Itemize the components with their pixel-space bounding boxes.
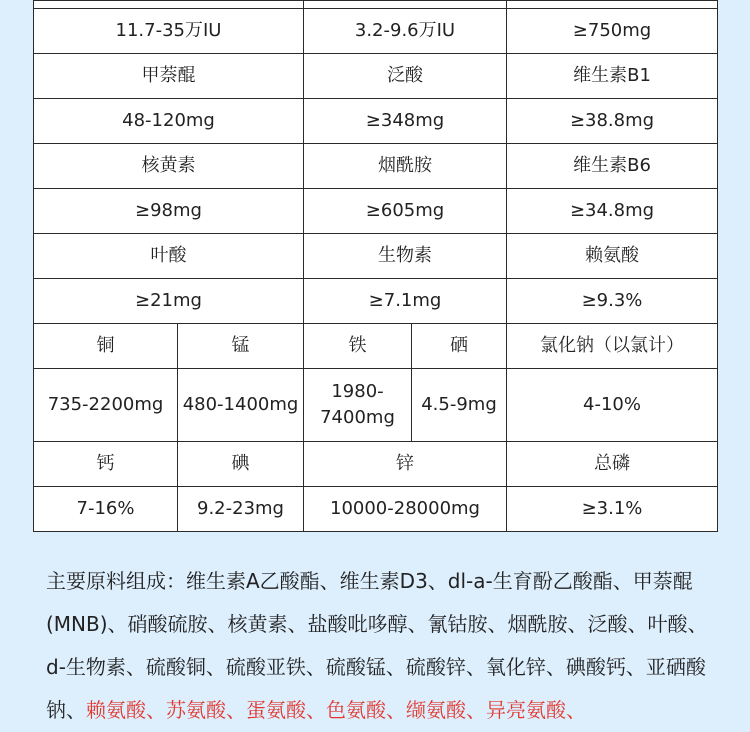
table-cell: 碘 (178, 442, 304, 487)
table-cell: 维生素B1 (507, 54, 718, 99)
table-cell: 11.7-35万IU (34, 9, 304, 54)
table-cell: 甲萘醌 (34, 54, 304, 99)
table-row (34, 369, 718, 442)
table-cell: ≥34.8mg (507, 189, 718, 234)
table-cell: 叶酸 (34, 234, 304, 279)
table-row (34, 54, 718, 99)
table-cell: 氯化钠（以氯计） (507, 324, 718, 369)
table-cell: 赖氨酸 (507, 234, 718, 279)
table-cell: 钙 (34, 442, 178, 487)
table-row (34, 442, 718, 487)
table-cell: ≥750mg (507, 9, 718, 54)
table-cell: ≥605mg (304, 189, 507, 234)
ingredients-paragraph (46, 560, 710, 732)
table-cell (507, 1, 718, 9)
table-cell: 锌 (304, 442, 507, 487)
table-cell: 1980-7400mg (304, 369, 412, 442)
table-cell: 硒 (412, 324, 507, 369)
table-cell: 480-1400mg (178, 369, 304, 442)
table-row (34, 279, 718, 324)
table-cell: 7-16% (34, 487, 178, 532)
table-cell: 生物素 (304, 234, 507, 279)
table-cell: ≥38.8mg (507, 99, 718, 144)
ingredients-text: 主要原料组成：维生素A乙酸酯、维生素D3、dl-a-生育酚乙酸酯、甲萘醌(MNB)、硝酸硫胺、核黄素、盐酸吡哆醇、氰钴胺、烟酰胺、泛酸、叶酸、d-生物素、硫酸铜、硫酸亚铁、硫酸锰、硫酸锌、氧化锌、碘酸钙、亚硒酸钠、 (46, 569, 708, 722)
table-row (34, 189, 718, 234)
table-cell: ≥21mg (34, 279, 304, 324)
table-cell: 10000-28000mg (304, 487, 507, 532)
table-cell: 铜 (34, 324, 178, 369)
table-row (34, 234, 718, 279)
table-row (34, 144, 718, 189)
table-row (34, 9, 718, 54)
table-cell: 维生素B6 (507, 144, 718, 189)
table-cell: 3.2-9.6万IU (304, 9, 507, 54)
table-row (34, 1, 718, 9)
table-cell: 4-10% (507, 369, 718, 442)
nutrient-table (33, 0, 718, 532)
table-cell: 735-2200mg (34, 369, 178, 442)
table-cell (34, 1, 304, 9)
table-cell: ≥348mg (304, 99, 507, 144)
table-cell: ≥7.1mg (304, 279, 507, 324)
table-cell: ≥3.1% (507, 487, 718, 532)
table-cell (304, 1, 507, 9)
table-cell: 烟酰胺 (304, 144, 507, 189)
table-cell: 铁 (304, 324, 412, 369)
ingredients-highlight: 赖氨酸、苏氨酸、蛋氨酸、色氨酸、缬氨酸、异亮氨酸、 (86, 698, 586, 722)
table-cell: 9.2-23mg (178, 487, 304, 532)
table-cell: 核黄素 (34, 144, 304, 189)
table-cell: 4.5-9mg (412, 369, 507, 442)
table-row (34, 99, 718, 144)
table-cell: ≥9.3% (507, 279, 718, 324)
table-cell: 泛酸 (304, 54, 507, 99)
table-cell: 总磷 (507, 442, 718, 487)
table-row (34, 487, 718, 532)
table-cell: 48-120mg (34, 99, 304, 144)
table-cell: ≥98mg (34, 189, 304, 234)
table-cell: 锰 (178, 324, 304, 369)
table-row (34, 324, 718, 369)
